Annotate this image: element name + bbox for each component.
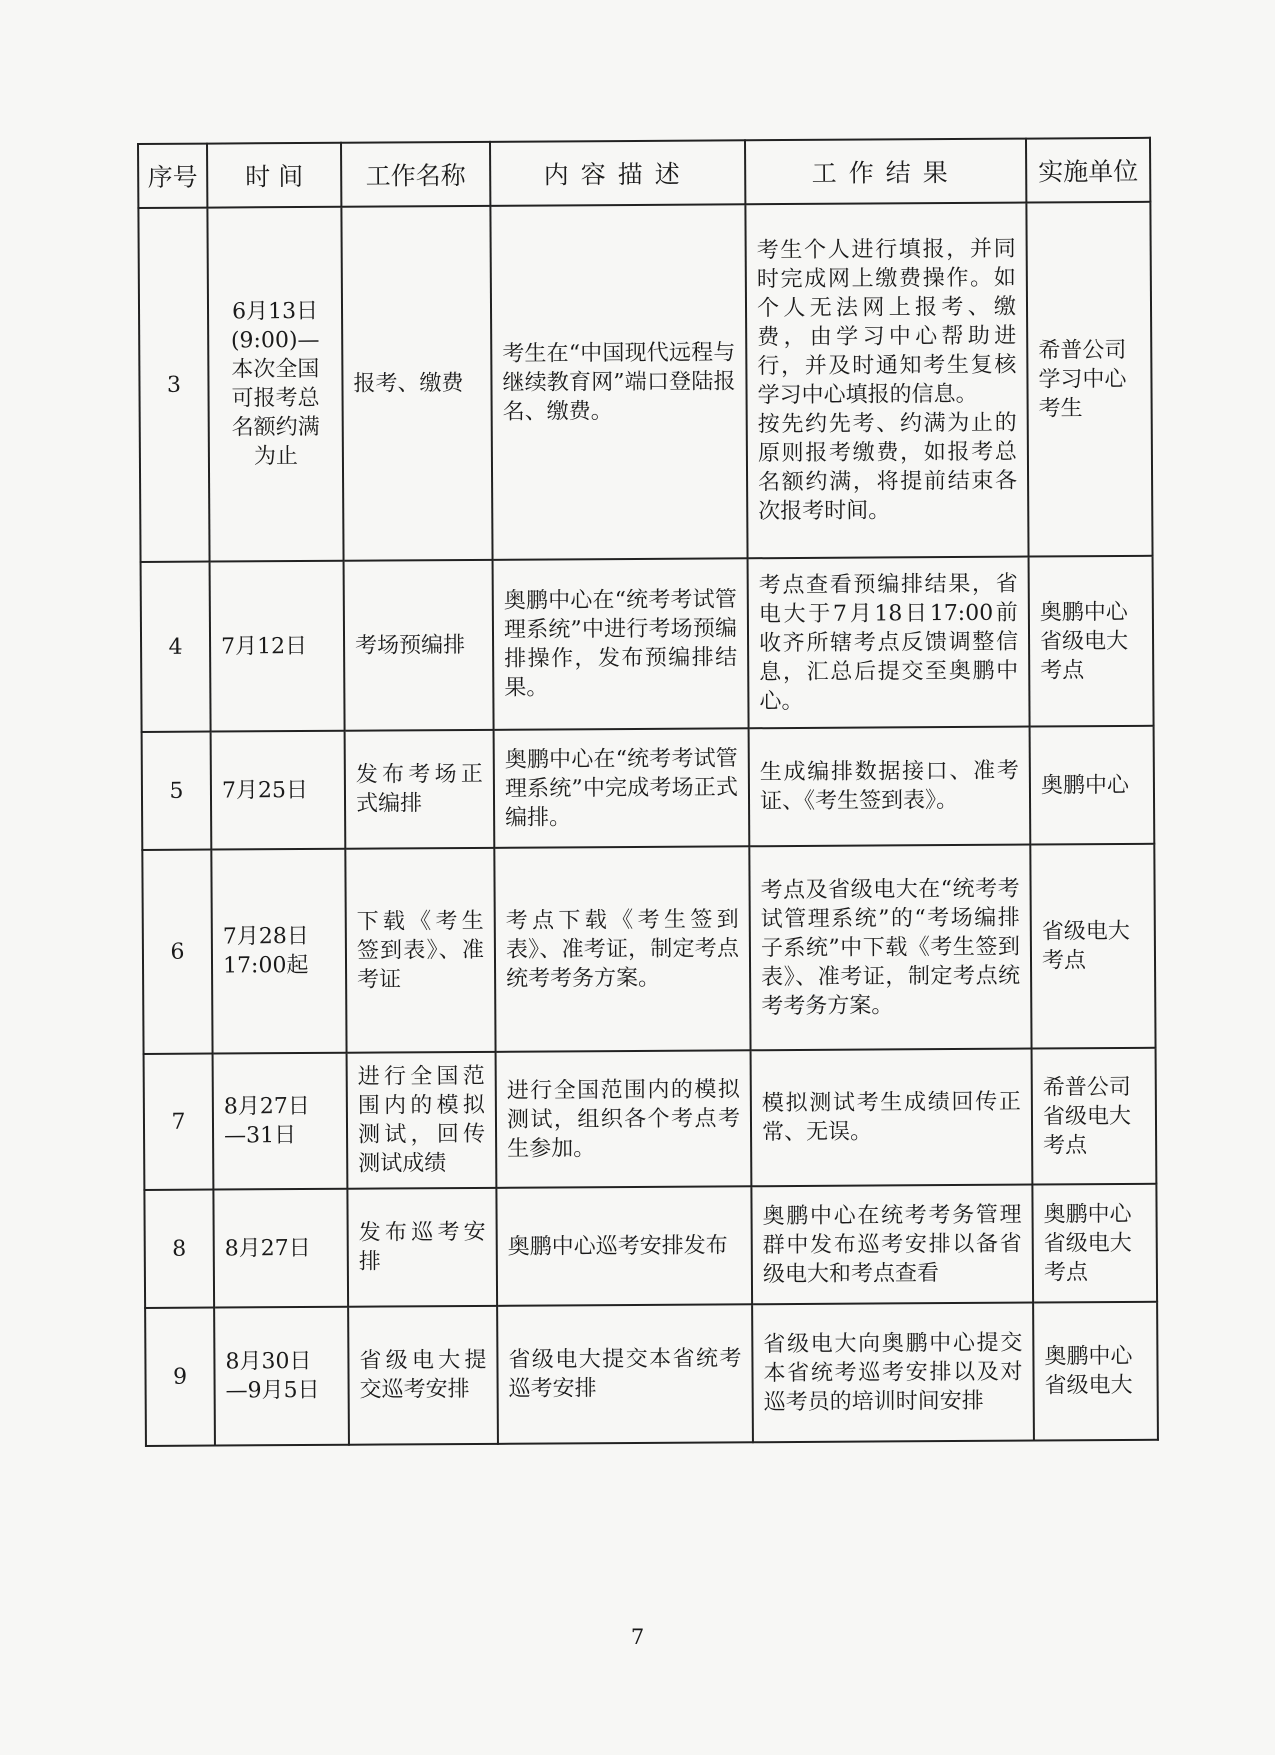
- row-description: 考点下载《考生签到表》、准考证，制定考点统考考务方案。: [505, 906, 740, 992]
- row-time: 8月27日: [224, 1235, 311, 1261]
- table-header-row: [138, 138, 1150, 208]
- row-time: 7月28日 17:00起: [222, 923, 309, 979]
- row-no: 7: [171, 1109, 186, 1135]
- row-description: 考生在“中国现代远程与继续教育网”端口登陆报名、缴费。: [502, 339, 736, 425]
- row-time: 8月30日 —9月5日: [225, 1348, 320, 1404]
- table-row: [138, 202, 1152, 562]
- header-description: 内容描述: [490, 140, 745, 206]
- header-work-name: 工作名称: [341, 142, 490, 207]
- row-work-name: 进行全国范围内的模拟测试，回传测试成绩: [357, 1063, 486, 1177]
- row-description: 奥鹏中心巡考安排发布: [507, 1232, 728, 1260]
- row-description: 奥鹏中心在“统考考试管理系统”中完成考场正式编排。: [504, 745, 739, 831]
- row-unit: 奥鹏中心: [1040, 772, 1130, 798]
- row-work-name: 省级电大提交巡考安排: [359, 1347, 487, 1403]
- row-result: 考生个人进行填报，并同时完成网上缴费操作。如个人无法网上报考、缴费，由学习中心帮助进行，并及时通知考生复核学习中心填报的信息。 按先约先考、约满为止的原则报考缴费，如报考总名额约满，将提前结束各次报考时间。: [756, 236, 1018, 525]
- row-no: 6: [170, 939, 185, 965]
- row-unit: 希普公司 学习中心 考生: [1038, 337, 1127, 421]
- row-no: 3: [166, 372, 182, 398]
- row-work-name: 下载《考生签到表》、准考证: [356, 908, 485, 993]
- table-row: [142, 844, 1155, 1054]
- schedule-table: [137, 137, 1159, 1447]
- row-no: 5: [169, 778, 184, 804]
- row-work-name: 考场预编排: [354, 632, 466, 659]
- table-row: [141, 556, 1154, 732]
- row-unit: 省级电大 考点: [1041, 918, 1130, 974]
- row-work-name: 发布考场正式编排: [355, 761, 483, 817]
- row-result: 生成编排数据接口、准考证、《考生签到表》。: [759, 758, 1019, 815]
- row-description: 省级电大提交本省统考巡考安排: [508, 1346, 742, 1402]
- row-unit: 奥鹏中心 省级电大 考点: [1039, 599, 1129, 683]
- row-result: 模拟测试考生成绩回传正常、无误。: [761, 1089, 1021, 1146]
- page-number: 7: [630, 1625, 645, 1649]
- row-result: 考点查看预编排结果，省电大于7月18日17:00前收齐所辖考点反馈调整信息，汇总后提交至奥鹏中心。: [758, 571, 1019, 714]
- header-unit: 实施单位: [1026, 138, 1150, 203]
- row-time: 6月13日 (9:00)— 本次全国 可报考总 名额约满 为止: [230, 298, 320, 470]
- row-unit: 奥鹏中心 省级电大: [1044, 1343, 1133, 1399]
- header-time: 时 间: [207, 143, 341, 208]
- row-result: 奥鹏中心在统考考务管理群中发布巡考安排以备省级电大和考点查看: [762, 1202, 1022, 1287]
- row-no: 8: [172, 1236, 187, 1262]
- row-unit: 奥鹏中心 省级电大 考点: [1043, 1201, 1132, 1285]
- row-no: 4: [168, 634, 183, 660]
- row-time: 8月27日 —31日: [223, 1093, 310, 1149]
- header-no: 序号: [138, 144, 207, 208]
- row-result: 省级电大向奥鹏中心提交本省统考巡考安排以及对巡考员的培训时间安排: [763, 1330, 1023, 1415]
- row-description: 进行全国范围内的模拟测试，组织各个考点考生参加。: [506, 1076, 741, 1162]
- row-work-name: 报考、缴费: [353, 370, 464, 397]
- header-result: 工作结果: [745, 139, 1026, 205]
- row-no: 9: [172, 1364, 188, 1390]
- row-unit: 希普公司 省级电大 考点: [1042, 1074, 1132, 1158]
- row-description: 奥鹏中心在“统考考试管理系统”中进行考场预编排操作，发布预编排结果。: [503, 587, 738, 701]
- row-time: 7月25日: [221, 777, 309, 803]
- row-result: 考点及省级电大在“统考考试管理系统”的“考场编排子系统”中下载《考生签到表》、准考证，制定考点统考考务方案。: [760, 876, 1021, 1019]
- table-row: [144, 1048, 1157, 1190]
- row-time: 7月12日: [221, 633, 308, 659]
- table-row: [145, 1302, 1158, 1446]
- table-row: [142, 726, 1155, 850]
- row-work-name: 发布巡考安排: [358, 1219, 486, 1275]
- table-row: [144, 1184, 1157, 1308]
